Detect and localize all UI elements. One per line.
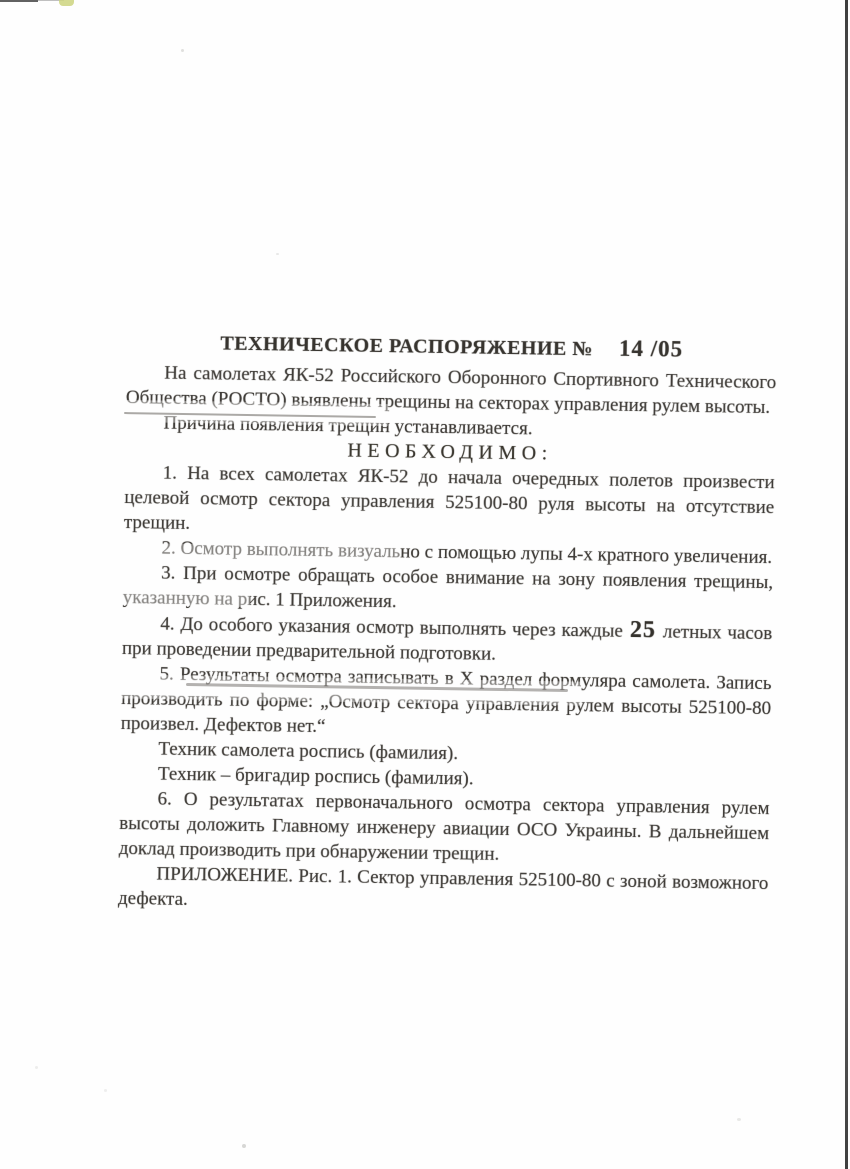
document-title	[127, 328, 777, 365]
interval-hours-value: 25	[629, 616, 657, 644]
scan-fade-smudge	[120, 583, 250, 607]
scan-speck	[181, 49, 184, 52]
directive-item-4-text-before: 4. До особого указания осмотр выполнять через каждые	[160, 613, 624, 642]
signature-line-technician: Техник самолета роспись (фамилия).	[158, 738, 459, 765]
necessity-heading: НЕОБХОДИМО:	[347, 439, 553, 465]
directive-item-1: 1. На всех самолетах ЯК-52 до начала очередных полетов произвести целевой осмотр сектора управления 525100-80 руля высоты на отсутствие трещин.	[123, 462, 775, 535]
appendix-note: ПРИЛОЖЕНИЕ. Рис. 1. Сектор управления 525100-80 с зоной возможного дефекта.	[117, 863, 769, 911]
document-title-text: ТЕХНИЧЕСКОЕ РАСПОРЯЖЕНИЕ №	[220, 332, 594, 361]
scan-speck	[242, 1144, 246, 1148]
scan-speck	[737, 1118, 741, 1121]
directive-item-2: 2. Осмотр выполнять визуально с помощью лупы 4-х кратного увеличения.	[161, 537, 773, 569]
intro-paragraph-2: Причина появления трещин устанавливается.	[163, 412, 533, 440]
scan-corner-color-mark	[59, 0, 74, 6]
scan-edge-artifact-top-dark	[0, 0, 38, 2]
directive-item-5: 5. Результаты осмотра записывать в X раздел формуляра самолета. Запись производить по форме: „Осмотр сектора управления рулем высоты 525100-80 произвел. Дефектов нет.“	[120, 663, 772, 738]
directive-item-4-text-after: летных часов при проведении предварительной подготовки.	[121, 621, 773, 665]
directive-item-6: 6. О результатах первоначального осмотра сектора управления рулем высоты доложить Главному инженеру авиации ОСО Украины. В дальнейшем доклад производить при обнаружении трещин.	[118, 788, 770, 865]
scan-speck	[104, 1089, 107, 1092]
scan-fade-smudge	[120, 543, 400, 569]
intro-paragraph-1: На самолетах ЯК-52 Российского Оборонного Спортивного Технического Общества (РОСТО) выявлены трещины на секторах управления рулем высоты.	[125, 362, 777, 419]
document-number: 14 /05	[618, 335, 684, 362]
scan-edge-artifact-right	[845, 0, 848, 1169]
scan-speck	[276, 253, 279, 255]
signature-line-brigadier: Техник – бригадир роспись (фамилия).	[157, 763, 474, 790]
scan-speck	[35, 1066, 38, 1069]
directive-item-3: 3. При осмотре обращать особое внимание на зону появления трещины, указанную на рис. 1 Приложения.	[122, 562, 774, 613]
